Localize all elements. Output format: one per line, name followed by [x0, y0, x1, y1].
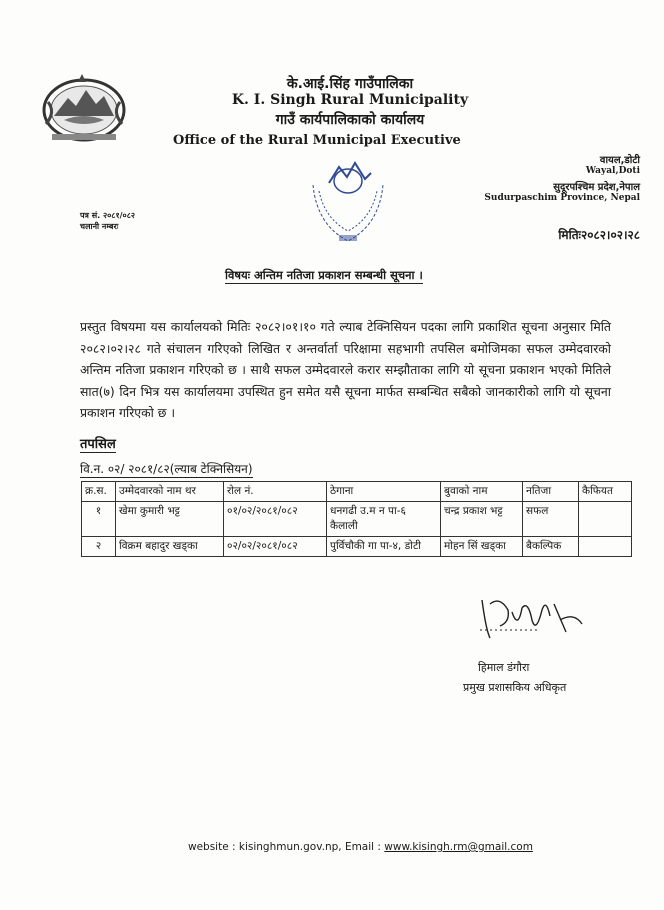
column-header: नतिजा: [523, 482, 579, 502]
table-cell: मोहन सिं खड्का: [441, 537, 523, 557]
address-line1-en: Wayal,Doti: [585, 166, 640, 176]
table-cell: [579, 537, 632, 557]
handwritten-signature: [470, 590, 590, 650]
table-cell: ०१/०२/२०८१/०८२: [224, 502, 327, 537]
footer-website-label: website : kisinghmun.gov.np, Email :: [188, 841, 385, 853]
column-header: क्र.स.: [82, 482, 116, 502]
signatory-designation: प्रमुख प्रशासकिय अधिकृत: [463, 681, 567, 694]
letter-date: मितिः२०८२।०२।२८: [558, 228, 640, 242]
column-header: ठेगाना: [327, 482, 441, 502]
table-cell: सफल: [523, 502, 579, 537]
office-name-en: Office of the Rural Municipal Executive: [173, 133, 461, 148]
office-seal-stamp: [307, 155, 389, 247]
footer-contact: [188, 841, 533, 853]
municipality-name-en: K. I. Singh Rural Municipality: [231, 92, 469, 108]
table-cell: धनगढी उ.म न पा-६ कैलाली: [327, 502, 441, 537]
footer-email-link[interactable]: www.kisingh.rm@gmail.com: [384, 841, 533, 853]
notice-body: प्रस्तुत विषयमा यस कार्यालयको मितिः २०८२।०१।१० गते ल्याब टेक्निसियन पदका लागि प्रकाशित सूचना अनुसार मिति २०८२।०२।२८ गते संचालन गरिएको लिखित र अन्तर्वार्ता परिक्षामा सहभागी तपसिल बमोजिमका सफल उम्मेदवारको अन्तिम नतिजा प्रकाशन गरिएको छ । साथै सफल उम्मेदवारले करार सम्झौताका लागि यो सूचना प्रकाशन भएको मितिले सात(७) दिन भित्र यस कार्यालयमा उपस्थित हुन समेत यसै सूचना मार्फत सम्बन्धित सबैको जानकारीको लागि यो सूचना प्रकाशन गरिएको छ ।: [80, 319, 611, 420]
table-cell: पुर्विचौकी गा पा-४, डोटी: [327, 537, 441, 557]
column-header: बुवाको नाम: [441, 482, 523, 502]
column-header: रोल नं.: [224, 482, 327, 502]
table-cell: ०२/०२/२०८१/०८२: [224, 537, 327, 557]
table-cell: [579, 502, 632, 537]
table-cell: खेमा कुमारी भट्ट: [116, 502, 224, 537]
table-header-row: [82, 482, 632, 502]
address-line2-en: Sudurpaschim Province, Nepal: [484, 193, 640, 203]
municipality-name-np: के.आई.सिंह गाउँपालिका: [286, 76, 414, 92]
table-cell: चन्द्र प्रकाश भट्ट: [441, 502, 523, 537]
tapsil-heading: तपसिल: [80, 434, 116, 453]
nepal-emblem-logo: [38, 72, 130, 144]
subject-line: विषयः अन्तिम नतिजा प्रकाशन सम्बन्धी सूचना ।: [225, 268, 423, 282]
table-row: [82, 502, 632, 537]
table-cell: बैकल्पिक: [523, 537, 579, 557]
table-row: [82, 537, 632, 557]
signatory-name: हिमाल डंगौरा: [478, 661, 530, 674]
results-table: [81, 481, 632, 557]
office-name-np: गाउँ कार्यपालिकाको कार्यालय: [275, 112, 425, 128]
address-line2-np: सुदूरपश्चिम प्रदेश,नेपाल: [553, 182, 640, 193]
table-cell: २: [82, 537, 116, 557]
results-table-title: वि.न. ०२/ २०८१/८२(ल्याब टेक्निसियन): [80, 462, 253, 476]
column-header: कैफियत: [579, 482, 632, 502]
dispatch-number: चलानी नम्बरः: [80, 222, 119, 231]
table-cell: १: [82, 502, 116, 537]
table-cell: विक्रम बहादुर खड्का: [116, 537, 224, 557]
reference-number: पत्र सं. २०८१/०८२: [80, 211, 136, 220]
column-header: उम्मेदवारको नाम थर: [116, 482, 224, 502]
address-line1-np: वायल,डोटी: [599, 155, 640, 166]
